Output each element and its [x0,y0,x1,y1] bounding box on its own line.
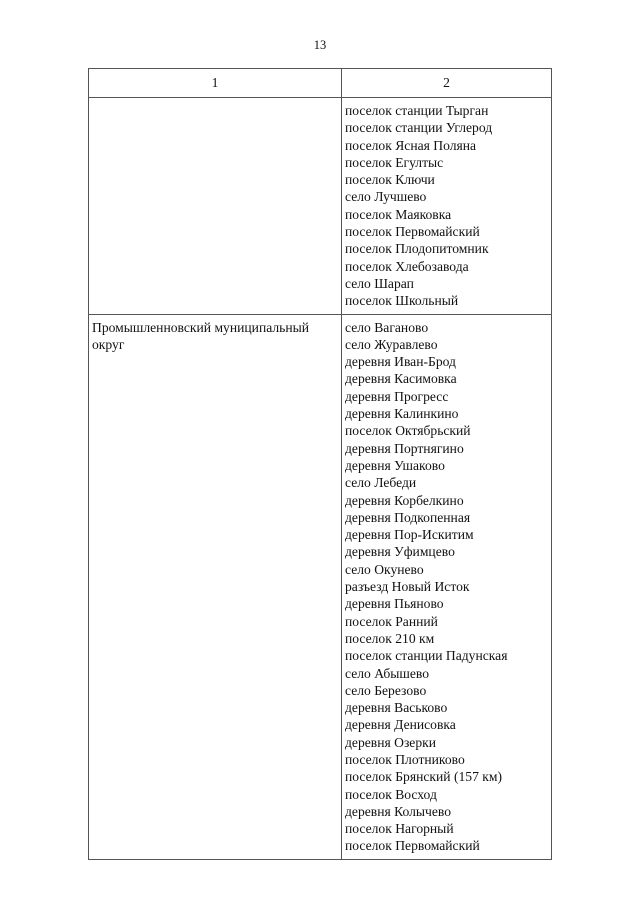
settlement-item: деревня Корбелкино [345,492,464,508]
settlement-item: деревня Касимовка [345,371,457,387]
settlement-item: село Березово [345,682,427,698]
district-name-line: округ [92,336,125,352]
settlement-item: село Окунево [345,561,424,577]
table-row [89,98,552,315]
settlement-item: деревня Уфимцево [345,544,455,560]
settlement-item: деревня Озерки [345,734,437,750]
settlement-item: село Абышево [345,665,430,681]
settlement-item: поселок Ключи [345,172,435,188]
settlement-item: село Шарап [345,275,414,291]
settlement-item: поселок Хлебозавода [345,258,469,274]
district-cell [89,314,342,859]
settlement-item: село Журавлево [345,336,438,352]
settlement-item: деревня Ушаково [345,457,445,473]
district-name-line: Промышленновский муниципальный [92,319,310,335]
settlement-item: село Лебеди [345,475,417,491]
district-cell [89,98,342,315]
settlement-item: поселок Плодопитомник [345,241,489,257]
settlement-item: поселок Брянский (157 км) [345,769,502,785]
settlements-cell [342,314,552,859]
settlement-item: поселок станции Падунская [345,648,508,664]
settlement-item: деревня Иван-Брод [345,354,456,370]
settlement-item: деревня Прогресс [345,388,449,404]
settlements-cell [342,98,552,315]
settlement-item: поселок станции Углерод [345,120,493,136]
settlement-item: поселок Ранний [345,613,438,629]
settlement-item: разъезд Новый Исток [345,579,470,595]
column-header-2: 2 [342,69,552,98]
settlement-item: поселок Восход [345,786,437,802]
settlement-item: поселок Маяковка [345,206,452,222]
settlement-item: деревня Васьково [345,700,448,716]
settlements-table [88,68,552,860]
table-header-row [89,69,552,98]
settlement-list [342,315,551,859]
settlement-list [342,98,551,314]
settlement-item: село Лучшево [345,189,427,205]
settlement-item: поселок Егултыс [345,154,444,170]
settlement-item: деревня Пьяново [345,596,444,612]
settlement-item: поселок Нагорный [345,821,454,837]
settlement-item: поселок Октябрьский [345,423,471,439]
settlement-item: поселок Первомайский [345,224,480,240]
settlement-item: село Ваганово [345,319,429,335]
settlement-item: поселок Первомайский [345,838,480,854]
settlement-item: поселок Школьный [345,293,459,309]
settlement-item: деревня Подкопенная [345,509,471,525]
settlement-item: деревня Колычево [345,803,452,819]
settlement-item: поселок Плотниково [345,751,465,767]
settlement-item: деревня Пор-Искитим [345,527,474,543]
settlement-item: деревня Портнягино [345,440,464,456]
settlement-item: деревня Калинкино [345,406,459,422]
settlement-item: поселок 210 км [345,630,435,646]
column-header-1: 1 [89,69,342,98]
table-row [89,314,552,859]
page-number: 13 [313,38,327,52]
settlement-item: поселок станции Тырган [345,103,489,118]
settlement-item: деревня Денисовка [345,717,456,733]
settlement-item: поселок Ясная Поляна [345,137,477,153]
